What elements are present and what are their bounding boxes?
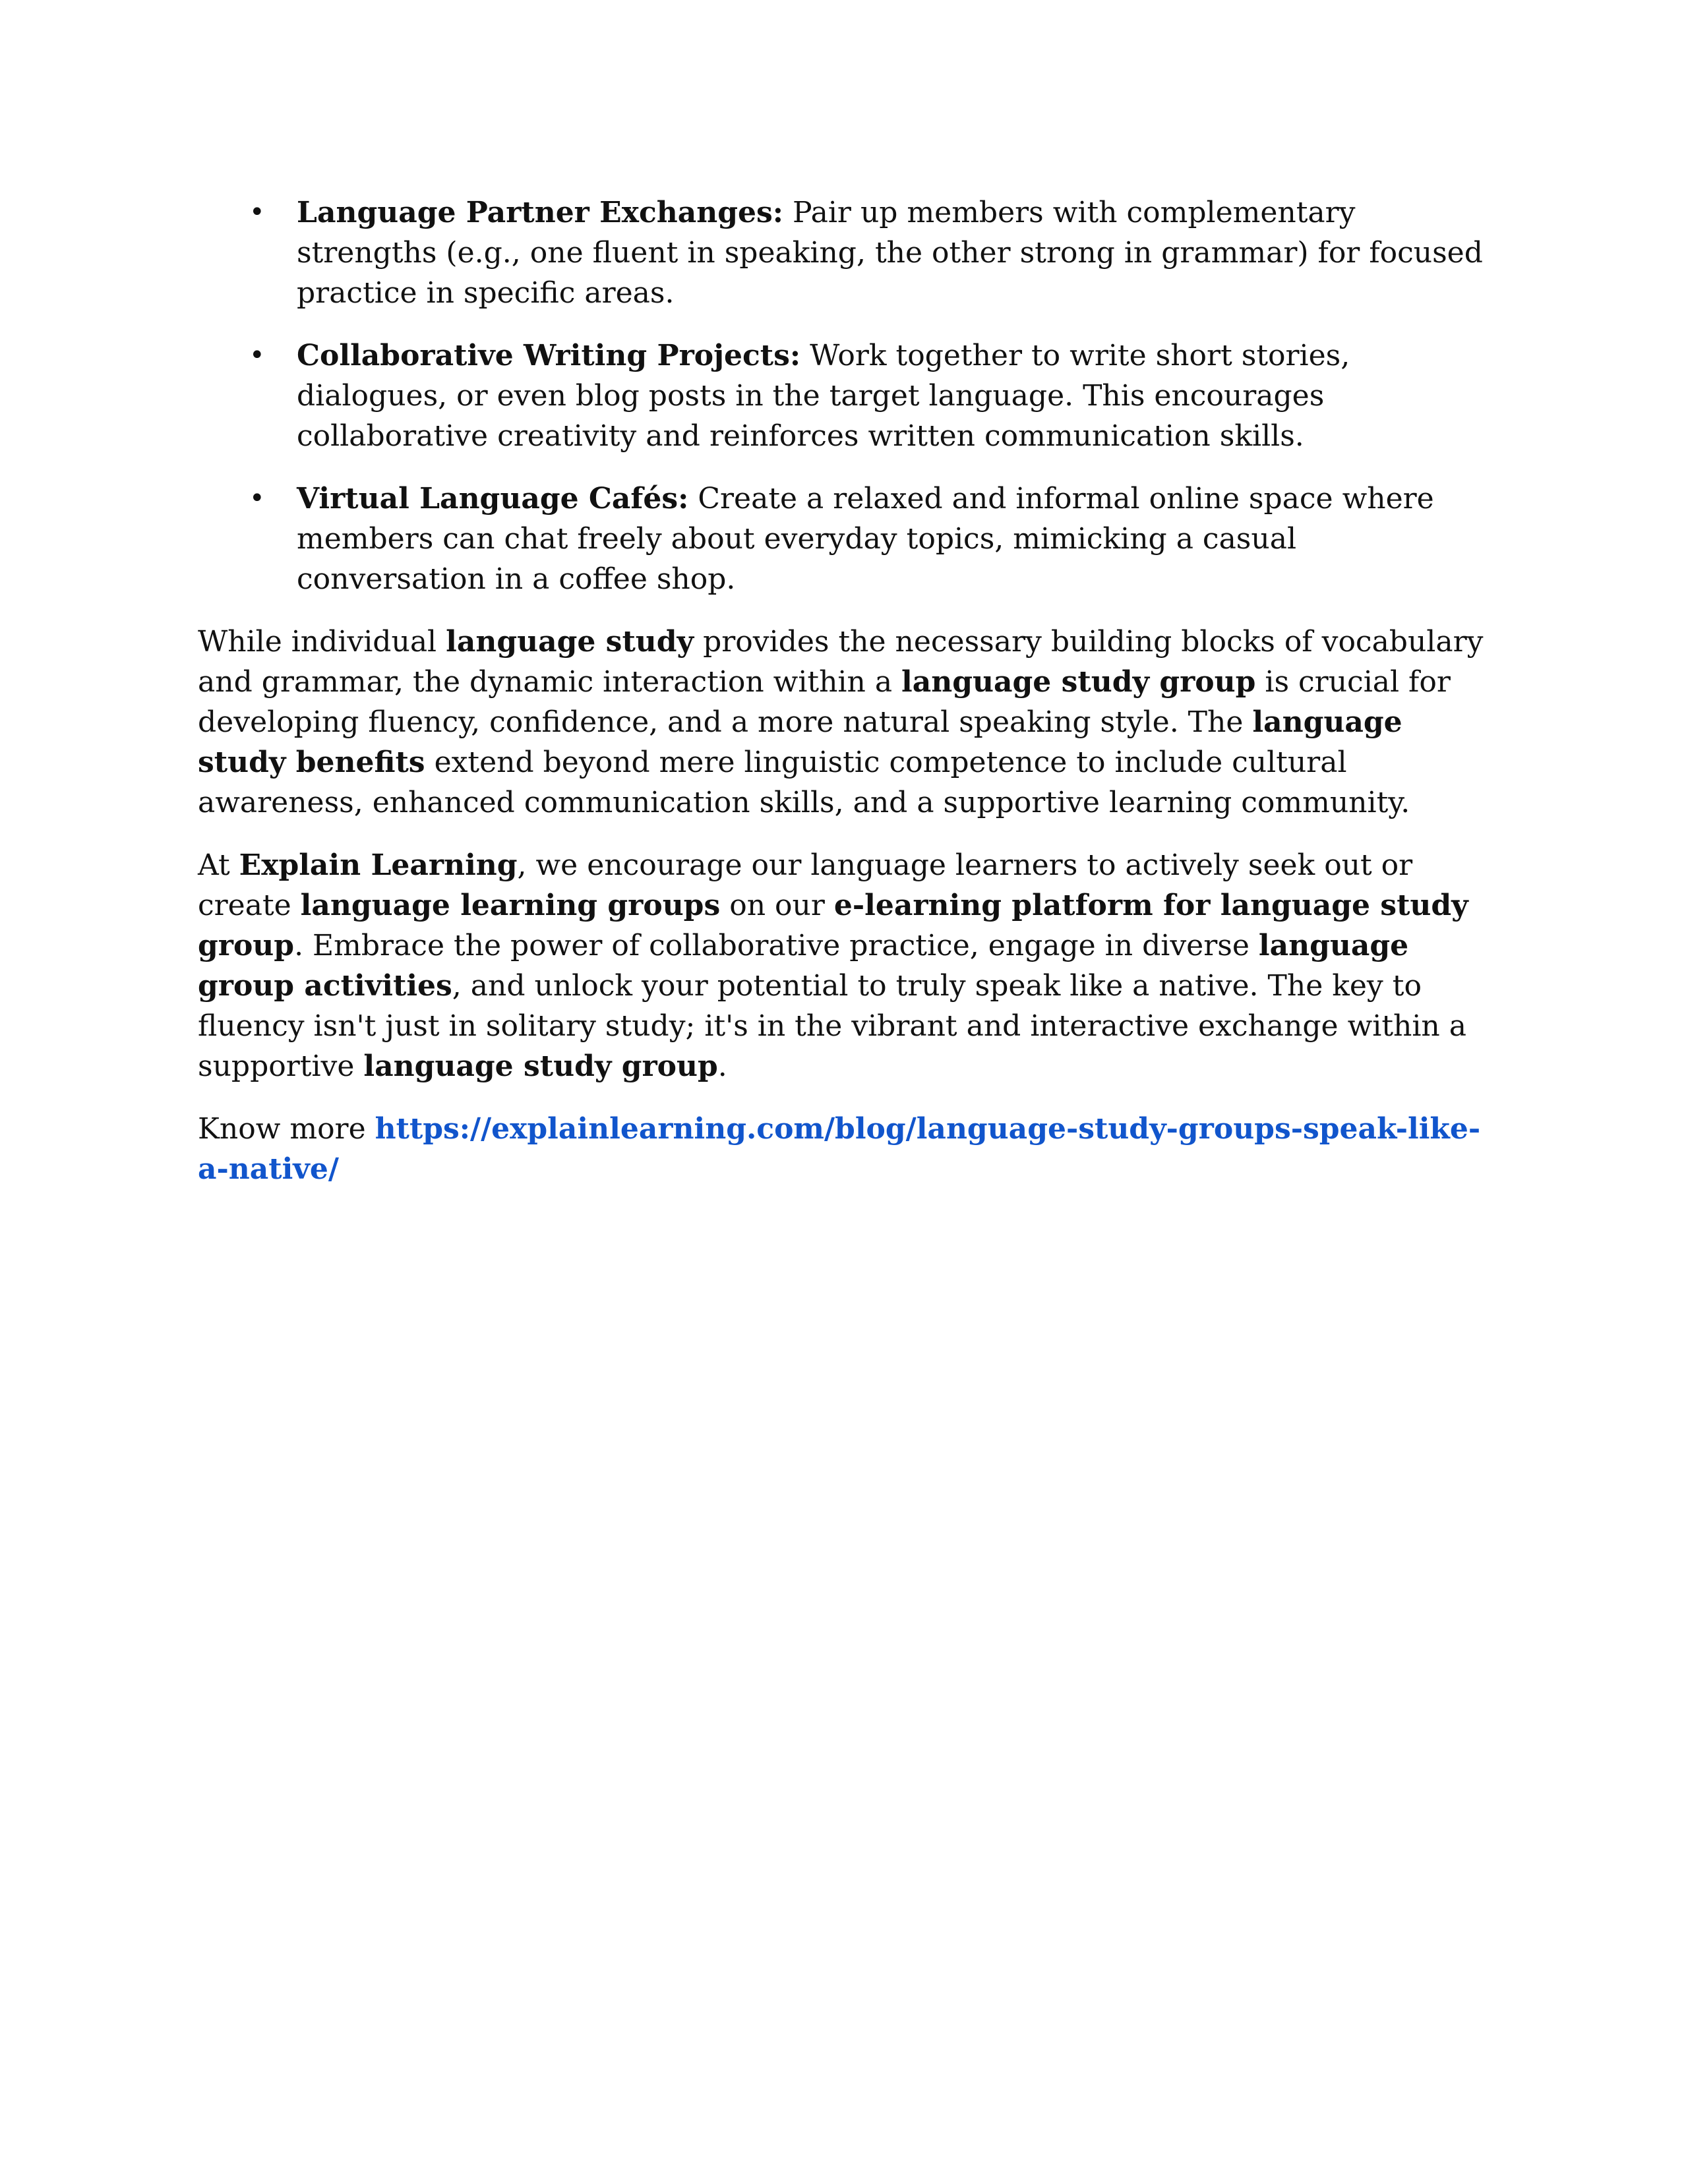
list-item-text: Create a relaxed and informal online space where members can chat freely about everyday topics, mimicking a casual conversation in a coffee shop. [297, 482, 1434, 596]
text-run: on our [720, 889, 834, 922]
list-item-term: Language Partner Exchanges: [297, 196, 784, 229]
text-run: While individual [198, 625, 446, 659]
list-item [198, 479, 1490, 599]
text-run: is crucial for developing fluency, confidence, and a more natural speaking style. The [198, 665, 1451, 739]
list-item [198, 192, 1490, 313]
keyword: language study group [363, 1049, 718, 1083]
paragraph-benefits [198, 622, 1490, 823]
bullet-icon: • [249, 340, 265, 370]
keyword: language group activities [198, 929, 1409, 1003]
keyword: Explain Learning [239, 848, 518, 882]
text-run: , and unlock your potential to truly speak like a native. The key to fluency isn't just in solitary study; it's in the vibrant and interactive exchange within a supportive [198, 969, 1466, 1083]
keyword: language study benefits [198, 705, 1402, 779]
text-run: extend beyond mere linguistic competence to include cultural awareness, enhanced communication skills, and a supportive learning community. [198, 746, 1410, 819]
list-item [198, 336, 1490, 456]
keyword: e-learning platform for language study group [198, 889, 1468, 962]
keyword: language study [446, 625, 694, 659]
list-item-term: Virtual Language Cafés: [297, 482, 689, 516]
paragraph-explain-learning [198, 845, 1490, 1086]
bullet-icon: • [249, 197, 265, 227]
keyword: language study group [901, 665, 1256, 699]
list-item-text: Pair up members with complementary strengths (e.g., one fluent in speaking, the other strong in grammar) for focused practice in specific areas. [297, 196, 1483, 310]
blog-link[interactable]: https://explainlearning.com/blog/language-study-groups-speak-like-a-native/ [198, 1112, 1481, 1186]
list-item-term: Collaborative Writing Projects: [297, 339, 801, 372]
bullet-icon: • [249, 483, 265, 514]
text-run: . [717, 1049, 727, 1083]
list-item-text: Work together to write short stories, dialogues, or even blog posts in the target language. This encourages collaborative creativity and reinforces written communication skills. [297, 339, 1350, 453]
keyword: language learning groups [300, 889, 721, 922]
know-more-label: Know more [198, 1112, 375, 1146]
paragraph-know-more [198, 1109, 1490, 1189]
text-run: At [198, 848, 239, 882]
text-run: provides the necessary building blocks of vocabulary and grammar, the dynamic interaction within a [198, 625, 1484, 699]
text-run: . Embrace the power of collaborative practice, engage in diverse [294, 929, 1259, 962]
document-page [198, 192, 1490, 1212]
activity-list [198, 192, 1490, 599]
text-run: , we encourage our language learners to actively seek out or create [198, 848, 1413, 922]
